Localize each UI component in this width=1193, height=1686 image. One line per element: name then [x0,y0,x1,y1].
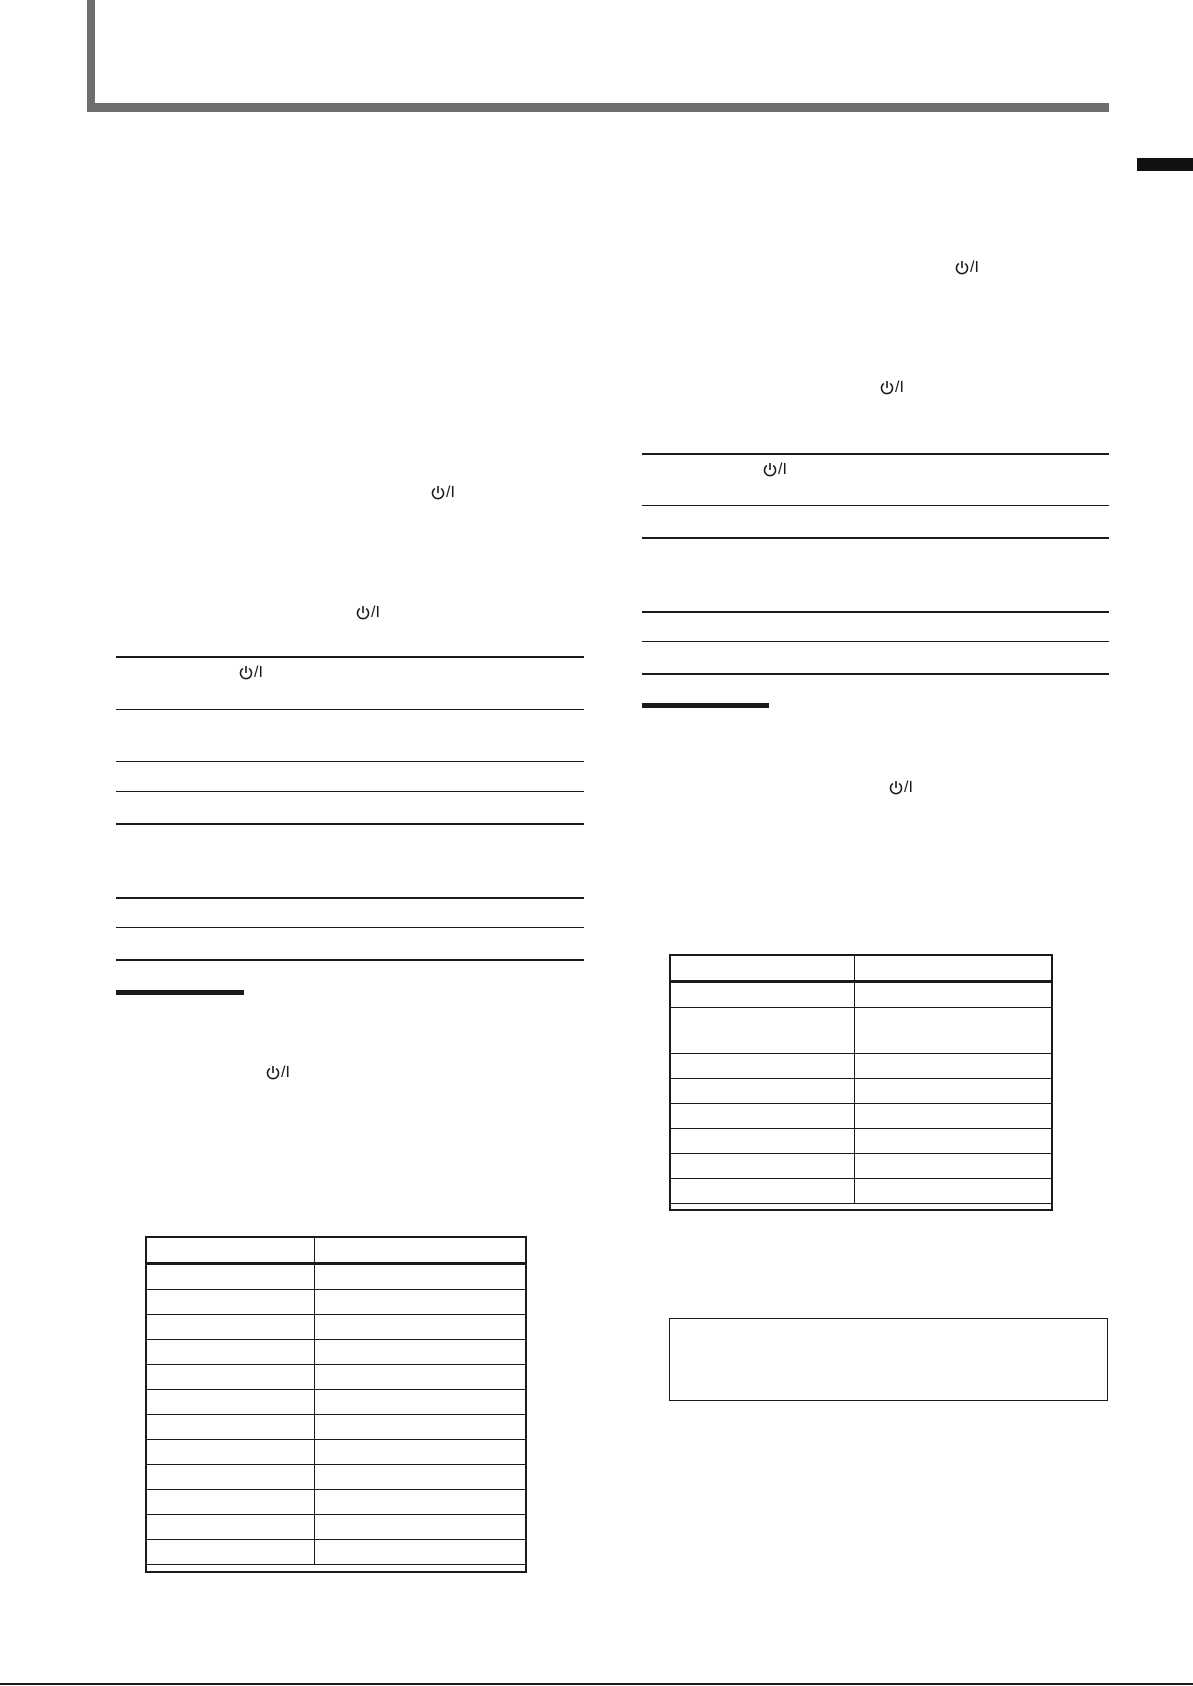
power-icon [431,485,445,501]
table-row [671,1179,1052,1204]
table-cell [147,1515,315,1540]
section-tab-marker [1137,158,1193,171]
header-frame-bottom-bar [87,103,1109,112]
table-cell [671,1129,855,1154]
table-cell [314,1264,525,1290]
power-icon [763,462,777,478]
table-cell [854,1079,1051,1104]
table-cell [314,1415,525,1440]
rule [116,927,584,928]
power-symbol [431,483,455,503]
power-symbol [763,460,787,480]
power-symbol-label: /I [895,379,904,396]
table-cell [147,1264,315,1290]
power-symbol [889,778,913,798]
table-row [147,1315,526,1340]
table-cell [854,956,1051,982]
table-row [147,1490,526,1515]
rule [642,453,1109,455]
table-cell [147,1365,315,1390]
right-table [670,955,1052,1204]
table-cell [314,1315,525,1340]
table-cell [147,1290,315,1315]
rule [116,709,584,710]
table-cell [314,1365,525,1390]
table-row [671,1054,1052,1079]
power-symbol [955,258,979,278]
power-symbol-label: /I [446,484,455,501]
power-symbol [239,663,263,683]
note-box [669,1318,1108,1401]
table-cell [671,1079,855,1104]
table-cell [314,1465,525,1490]
table-cell [671,1179,855,1204]
rule [642,673,1109,675]
power-symbol-label: /I [371,604,380,621]
rule [116,761,584,762]
table-row [671,982,1052,1008]
table-cell [314,1515,525,1540]
power-icon [239,665,253,681]
table-cell [147,1465,315,1490]
power-symbol-label: /I [281,1064,290,1081]
rule [116,823,584,825]
table-header-row [147,1238,526,1264]
header-frame-left-bar [87,0,95,112]
power-symbol-label: /I [254,664,263,681]
table-cell [671,1054,855,1079]
table-cell [147,1540,315,1565]
table-cell [314,1440,525,1465]
table-cell [147,1315,315,1340]
table-cell [671,1008,855,1054]
rule [642,537,1109,539]
table-cell [671,1154,855,1179]
table-cell [314,1290,525,1315]
section-heading-underline [642,703,769,708]
table-row [147,1365,526,1390]
table-row [147,1390,526,1415]
table-row [147,1440,526,1465]
table-cell [854,982,1051,1008]
table-cell [854,1008,1051,1054]
rule [116,791,584,792]
footer-rule [0,1683,1193,1685]
power-symbol-label: /I [778,461,787,478]
section-heading-underline [116,990,244,995]
power-symbol [356,603,380,623]
power-symbol [880,378,904,398]
power-symbol-label: /I [970,259,979,276]
rule [642,611,1109,613]
power-icon [356,605,370,621]
rule [116,897,584,899]
rule [116,656,584,658]
power-icon [266,1065,280,1081]
power-icon [880,380,894,396]
table-cell [671,1104,855,1129]
table-cell [854,1154,1051,1179]
power-symbol [266,1063,290,1083]
table-row [671,1079,1052,1104]
table-cell [147,1415,315,1440]
rule [642,505,1109,506]
table-cell [854,1129,1051,1154]
table-row [671,1104,1052,1129]
table-cell [147,1490,315,1515]
table-row [671,1129,1052,1154]
table-cell [854,1104,1051,1129]
power-icon [955,260,969,276]
table-row [147,1264,526,1290]
table-row [147,1415,526,1440]
table-cell [854,1179,1051,1204]
table-cell [854,1054,1051,1079]
table-cell [147,1440,315,1465]
table-cell [314,1490,525,1515]
table-cell [147,1238,315,1264]
table-row [147,1290,526,1315]
table-row [671,1008,1052,1054]
table-cell [671,956,855,982]
table-cell [147,1340,315,1365]
power-symbol-label: /I [904,779,913,796]
table-header-row [671,956,1052,982]
table-cell [147,1390,315,1415]
table-row [147,1540,526,1565]
table-row [147,1465,526,1490]
table-row [671,1154,1052,1179]
rule [116,959,584,961]
table-cell [314,1390,525,1415]
table-row [147,1340,526,1365]
table-cell [314,1540,525,1565]
table-cell [314,1340,525,1365]
power-icon [889,780,903,796]
table-cell [671,982,855,1008]
left-table [146,1237,526,1565]
table-row [147,1515,526,1540]
table-cell [314,1238,525,1264]
rule [642,641,1109,642]
